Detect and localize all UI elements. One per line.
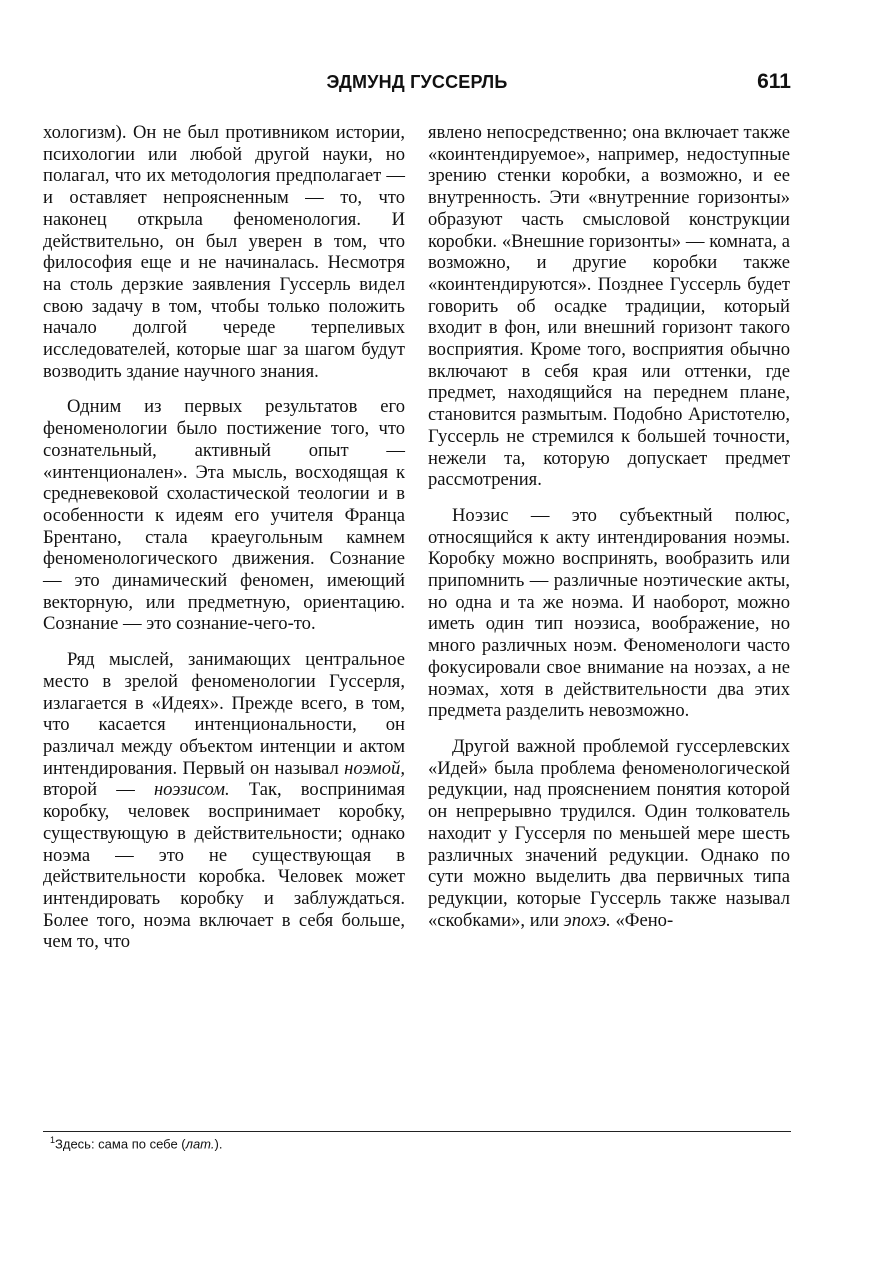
paragraph-text: Другой важной проблемой гуссерлевских «Идей» была проблема феноменологической редукции, над прояснением понятия которой он непрерывно трудился. Один толкователь находит у Гуссерля по меньшей мере шесть различных значений редукции. Однако по сути можно выделить два первичных типа редукции, которые Гуссерль также называл «скобками», или bbox=[428, 735, 790, 931]
paragraph: Ноэзис — это субъектный полюс, относящийся к акту интендирования ноэмы. Коробку можно воспринять, вообразить или припомнить — различные ноэтические акты, но одна и та же ноэма. И наоборот, можно иметь один тип ноэзиса, воображение, но много различных ноэм. Феноменологи часто фокусировали свое внимание на ноэзах, а не ноэмах, хотя в действительности два этих предмета разделить невозможно. bbox=[428, 504, 790, 722]
paragraph: хологизм). Он не был противником истории, психологии или любой другой науки, но полагал, что их методология предполагает — и оставляет непроясненным — то, что наконец открыла феноменология. И действительно, он был уверен в том, что философия еще и не начиналась. Несмотря на столь дерзкие заявления Гуссерль видел свою задачу в том, чтобы только положить начало долгой череде терпеливых исследователей, которые шаг за шагом будут возводить здание научного знания. bbox=[43, 122, 405, 382]
italic-term: ноэмой, bbox=[344, 757, 405, 779]
paragraph bbox=[428, 736, 790, 931]
page-number: 611 bbox=[757, 70, 791, 93]
footnote-marker: 1 bbox=[50, 1135, 56, 1145]
footnote-divider bbox=[43, 1131, 791, 1132]
paragraph-text: Так, воспринимая коробку, человек воспринимает коробку, существующую в действительности; однако ноэма — это не существующая в действительности коробка. Человек может интендировать коробку и заблуждаться. Более того, ноэма включает в себя больше, чем то, что bbox=[43, 779, 405, 953]
footnote bbox=[50, 1135, 222, 1151]
footnote-text: ). bbox=[214, 1136, 223, 1152]
page-header bbox=[43, 68, 791, 104]
paragraph-text: Ряд мыслей, занимающих центральное место в зрелой феноменологии Гуссерля, излагается в «Идеях». Прежде всего, в том, что касается интенциональности, он различал между объектом интенции и актом интендирования. Первый он называл bbox=[43, 649, 405, 779]
left-column bbox=[43, 122, 405, 953]
italic-term: эпохэ. bbox=[563, 909, 611, 931]
paragraph bbox=[43, 649, 405, 953]
paragraph: явлено непосредственно; она включает также «коинтендируемое», например, недоступные зрению стенки коробки, а возможно, и ее внутренность. Эти «внутренние горизонты» образуют часть смысловой конструкции коробки. «Внешние горизонты» — комната, а возможно, и другие коробки также «коинтендируются». Позднее Гуссерль будет говорить об осадке традиции, который входит в фон, или внешний горизонт такого восприятия. Кроме того, восприятия обычно включают в себя края или оттенки, где предмет, находящийся на переднем плане, становится размытым. Подобно Аристотелю, Гуссерль не стремился к большей точности, нежели та, которую допускает предмет рассмотрения. bbox=[428, 122, 790, 491]
paragraph-text: второй — bbox=[43, 779, 154, 801]
footnote-italic: лат. bbox=[185, 1136, 215, 1152]
running-head: ЭДМУНД ГУССЕРЛЬ bbox=[326, 72, 508, 92]
footnote-text: Здесь: сама по себе ( bbox=[55, 1136, 186, 1152]
paragraph: Одним из первых результатов его феноменологии было постижение того, что сознательный, активный опыт — «интенционален». Эта мысль, восходящая к средневековой схоластической теологии и в особенности к идеям его учителя Франца Брентано, стала краеугольным камнем феноменологического движения. Сознание — это динамический феномен, имеющий векторную, или предметную, ориентацию. Сознание — это сознание-чего-то. bbox=[43, 396, 405, 635]
paragraph-text: «Фено- bbox=[610, 909, 674, 931]
italic-term: ноэзисом. bbox=[153, 779, 230, 801]
right-column bbox=[428, 122, 790, 931]
